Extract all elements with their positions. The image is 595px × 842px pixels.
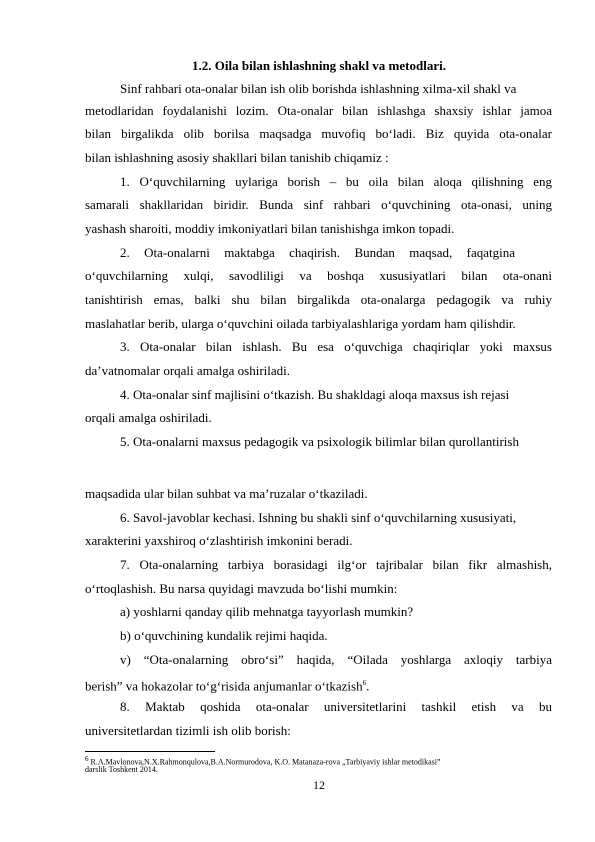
text-line: 5. Ota-onalarni maxsus pedagogik va psixologik bilimlar bilan qurollantirish <box>120 434 519 449</box>
text-line: b) o‘quvchining kundalik rejimi haqida. <box>120 628 328 643</box>
text-line: yashash sharoiti, moddiy imkoniyatlari bilan tanishishga imkon topadi. <box>85 221 455 236</box>
text-line: orqali amalga oshiriladi. <box>85 410 212 425</box>
footnote-mark: 6 <box>85 755 89 763</box>
text-line: v) “Ota-onalarning obro‘si” haqida, “Oilada yoshlarga axloqiy tarbiya <box>120 652 552 667</box>
text-line: 7. Ota-onalarning tarbiya borasidagi ilg‘or tajribalar bilan fikr almashish, <box>120 557 552 572</box>
text-line: xarakterini yaxshiroq o‘zlashtirish imkonini beradi. <box>85 533 353 548</box>
text-line: 2. Ota-onalarni maktabga chaqirish. Bundan maqsad, faqatgina <box>120 245 515 260</box>
text-line: o‘rtoqlashish. Bu narsa quyidagi mavzuda bo‘lishi mumkin: <box>85 581 398 596</box>
text-line: 1. O‘quvchilarning uylariga borish – bu oila bilan aloqa qilishning eng <box>120 174 552 189</box>
text-line: bilan birgalikda olib borilsa maqsadga muvofiq bo‘ladi. Biz quyida ota-onalar <box>85 126 552 141</box>
text-line: maqsadida ular bilan suhbat va ma’ruzalar o‘tkaziladi. <box>85 486 368 501</box>
footnote-line: darslik Toshkent 2014. <box>85 765 158 774</box>
section-heading: 1.2. Oila bilan ishlashning shakl va metodlari. <box>192 58 446 73</box>
text-line: samarali shakllaridan biridir. Bunda sinf rahbari o‘quvchining ota-onasi, uning <box>85 197 552 212</box>
text-line: 3. Ota-onalar bilan ishlash. Bu esa o‘quvchiga chaqiriqlar yoki maxsus <box>120 339 552 354</box>
text-line-content: berish” va hokazolar to‘g‘risida anjumanlar o‘tkazish <box>85 678 363 694</box>
text-line: tanishtirish emas, balki shu bilan birgalikda ota-onalarga pedagogik va ruhiy <box>85 292 552 307</box>
text-line: a) yoshlarni qanday qilib mehnatga tayyorlash mumkin? <box>120 604 414 619</box>
text-line: o‘quvchilarning xulqi, savodliligi va boshqa xususiyatlari bilan ota-onani <box>85 268 552 283</box>
footnote-reference: 6 <box>362 679 367 687</box>
text-line: universitetlardan tizimli ish olib borish: <box>85 723 291 738</box>
footnote-text: R.A.Mavlonova,N.X.Rahmonqulova,B.A.Normurodova, K.O. Matanaza-rova „Tarbiyaviy ishlar metodikasi” <box>88 757 441 767</box>
text-line: 8. Maktab qoshida ota-onalar universitetlarini tashkil etish va bu <box>120 699 552 714</box>
page-number: 12 <box>313 778 325 792</box>
text-line: da’vatnomalar orqali amalga oshiriladi. <box>85 363 291 378</box>
footnote-divider <box>85 751 215 752</box>
text-line: maslahatlar berib, ularga o‘quvchini oilada tarbiyalashlariga yordam ham qilishdir. <box>85 316 516 331</box>
text-line: metodlaridan foydalanishi lozim. Ota-onalar bilan ishlashga shaxsiy ishlar jamoa <box>85 103 552 118</box>
text-line: bilan ishlashning asosiy shakllari bilan tanishib chiqamiz : <box>85 150 389 165</box>
text-line: 6. Savol-javoblar kechasi. Ishning bu shakli sinf o‘quvchilarning xususiyati, <box>120 510 517 525</box>
text-line: Sinf rahbari ota-onalar bilan ish olib borishda ishlashning xilma-xil shakl va <box>120 81 517 96</box>
text-line: 4. Ota-onalar sinf majlisini o‘tkazish. Bu shakldagi aloqa maxsus ish rejasi <box>120 387 510 402</box>
text-line: berish” va hokazolar to‘g‘risida anjumanlar o‘tkazish$^6$. <box>85 678 370 694</box>
